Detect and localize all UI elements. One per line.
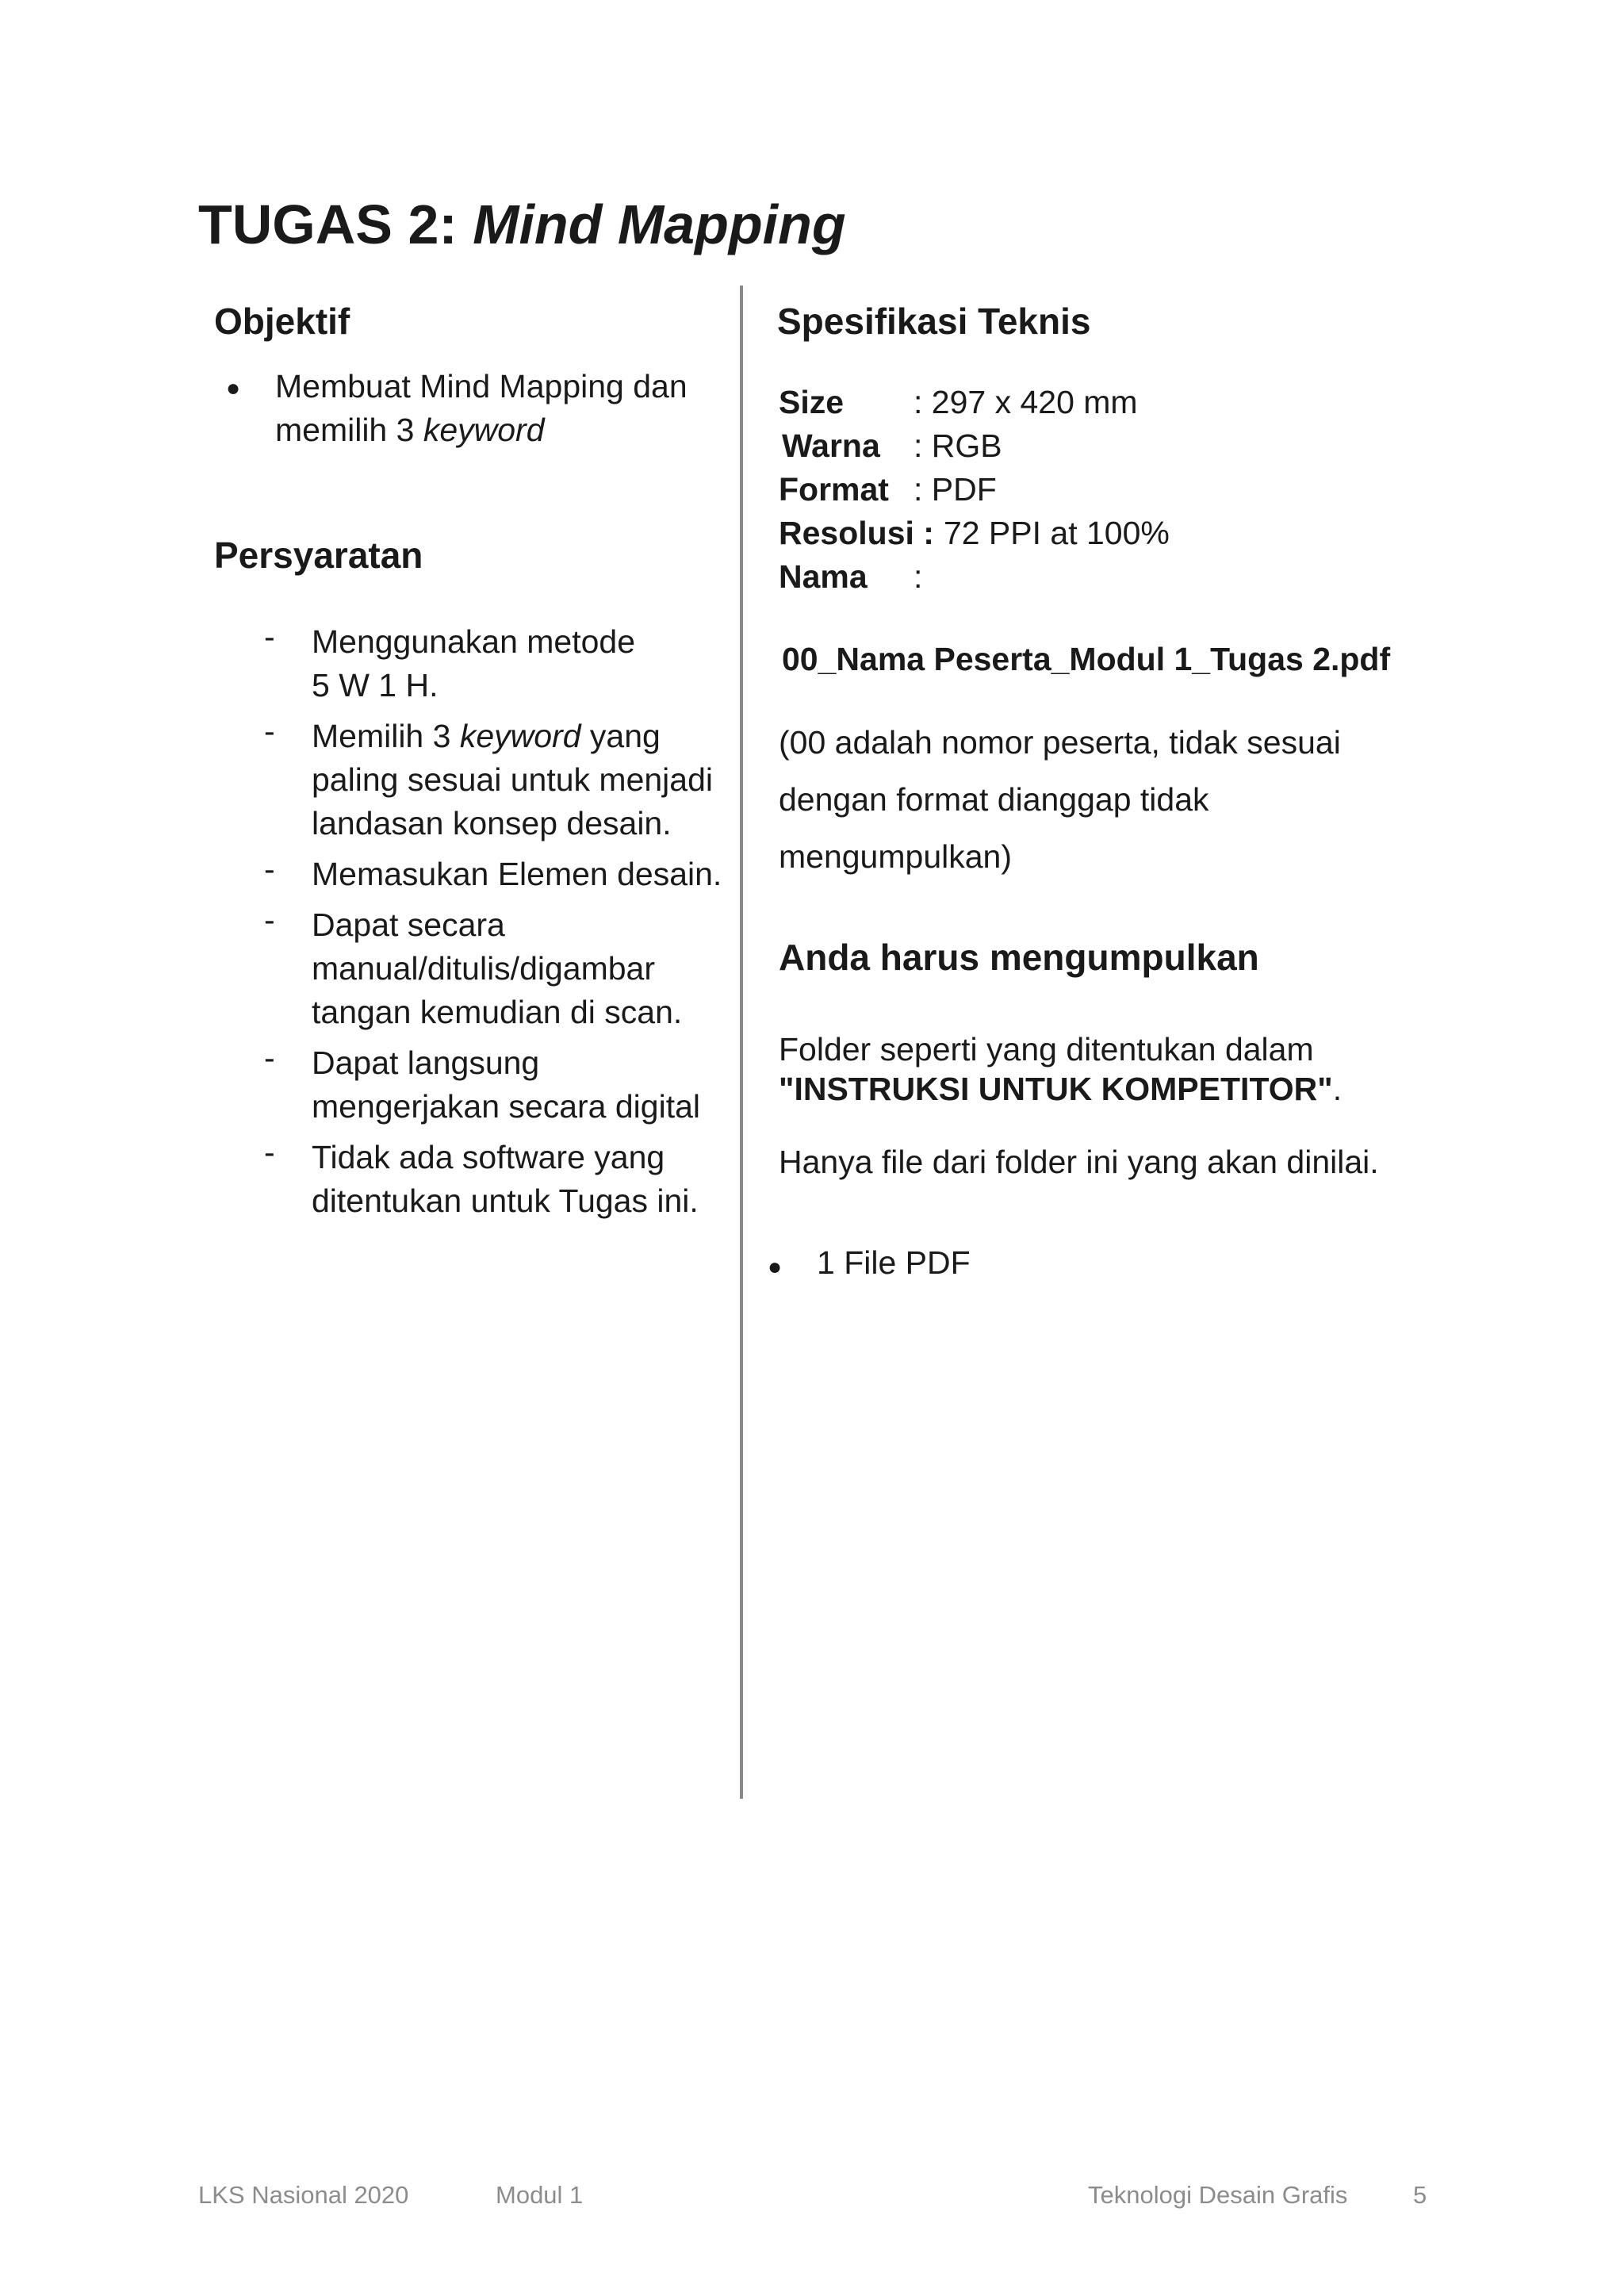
spec-value: 72 PPI at 100% (943, 515, 1170, 551)
file-item: 1 File PDF (817, 1244, 971, 1281)
folder-text-end: . (1332, 1071, 1342, 1107)
title-prefix: TUGAS 2: (198, 194, 473, 255)
spec-value: : (914, 558, 923, 595)
dash-marker: - (264, 1134, 275, 1171)
req-text-italic: keyword (459, 718, 581, 754)
spec-label: Resolusi : (779, 515, 934, 551)
persyaratan-list (264, 620, 732, 1230)
file-bullet-icon: ● (768, 1254, 783, 1280)
req-text: 5 W 1 H. (312, 667, 439, 703)
objektif-text-italic: keyword (423, 412, 545, 448)
req-text: Memasukan Elemen desain. (312, 856, 722, 892)
spec-label: Nama (779, 558, 868, 595)
spec-row-format (779, 468, 1170, 512)
footer-module: Modul 1 (496, 2181, 584, 2209)
spec-row-warna (779, 424, 1170, 468)
list-item (264, 1041, 732, 1129)
title-italic: Mind Mapping (473, 194, 846, 255)
filename-note: (00 adalah nomor peserta, tidak sesuai dengan format dianggap tidak mengumpulkan) (779, 724, 1341, 875)
spec-row-nama (779, 555, 1170, 599)
page-title (198, 194, 846, 255)
list-item (264, 620, 732, 707)
folder-text-main: Folder seperti yang ditentukan dalam (779, 1031, 1314, 1068)
persyaratan-heading: Persyaratan (214, 535, 423, 576)
objektif-text (275, 365, 719, 452)
spec-value: : PDF (914, 471, 997, 508)
req-text: Memilih 3 (312, 718, 460, 754)
footer-event: LKS Nasional 2020 (198, 2181, 409, 2209)
spec-table (779, 381, 1170, 599)
objektif-text-main: Membuat Mind Mapping dan memilih 3 (275, 368, 688, 448)
req-text: Tidak ada software yang ditentukan untuk Tugas ini. (312, 1139, 699, 1219)
spec-row-size (779, 381, 1170, 424)
req-text: Dapat secara manual/ditulis/digambar tangan kemudian di scan. (312, 907, 683, 1030)
req-text: Dapat langsung mengerjakan secara digital (312, 1045, 700, 1125)
spec-row-resolusi (779, 512, 1170, 555)
list-item (264, 903, 732, 1034)
spec-value: : RGB (914, 427, 1002, 464)
list-item (264, 1136, 732, 1223)
submit-heading: Anda harus mengumpulkan (779, 937, 1259, 978)
hanya-text: Hanya file dari folder ini yang akan dinilai. (779, 1144, 1379, 1180)
req-text: Menggunakan metode (312, 623, 636, 660)
dash-marker: - (264, 902, 275, 938)
dash-marker: - (264, 713, 275, 749)
folder-text-bold: "INSTRUKSI UNTUK KOMPETITOR" (779, 1071, 1333, 1107)
dash-marker: - (264, 619, 275, 655)
dash-marker: - (264, 1040, 275, 1076)
spec-label: Size (779, 384, 845, 420)
spec-label: Format (779, 471, 889, 508)
footer-subject: Teknologi Desain Grafis (1088, 2181, 1348, 2209)
filename-format: 00_Nama Peserta_Modul 1_Tugas 2.pdf (782, 641, 1391, 677)
dash-marker: - (264, 851, 275, 887)
column-divider (740, 286, 743, 1799)
objektif-heading: Objektif (214, 301, 350, 342)
req-text: yang paling sesuai untuk menjadi landasan konsep desain. (312, 718, 713, 841)
list-item (264, 853, 732, 896)
objektif-bullet-icon: ● (226, 375, 241, 401)
folder-text (779, 1029, 1477, 1109)
list-item (264, 715, 732, 845)
spec-label: Warna (782, 427, 880, 464)
spesifikasi-heading: Spesifikasi Teknis (777, 301, 1091, 342)
spec-value: : 297 x 420 mm (914, 384, 1138, 420)
footer-page-number: 5 (1413, 2181, 1427, 2209)
